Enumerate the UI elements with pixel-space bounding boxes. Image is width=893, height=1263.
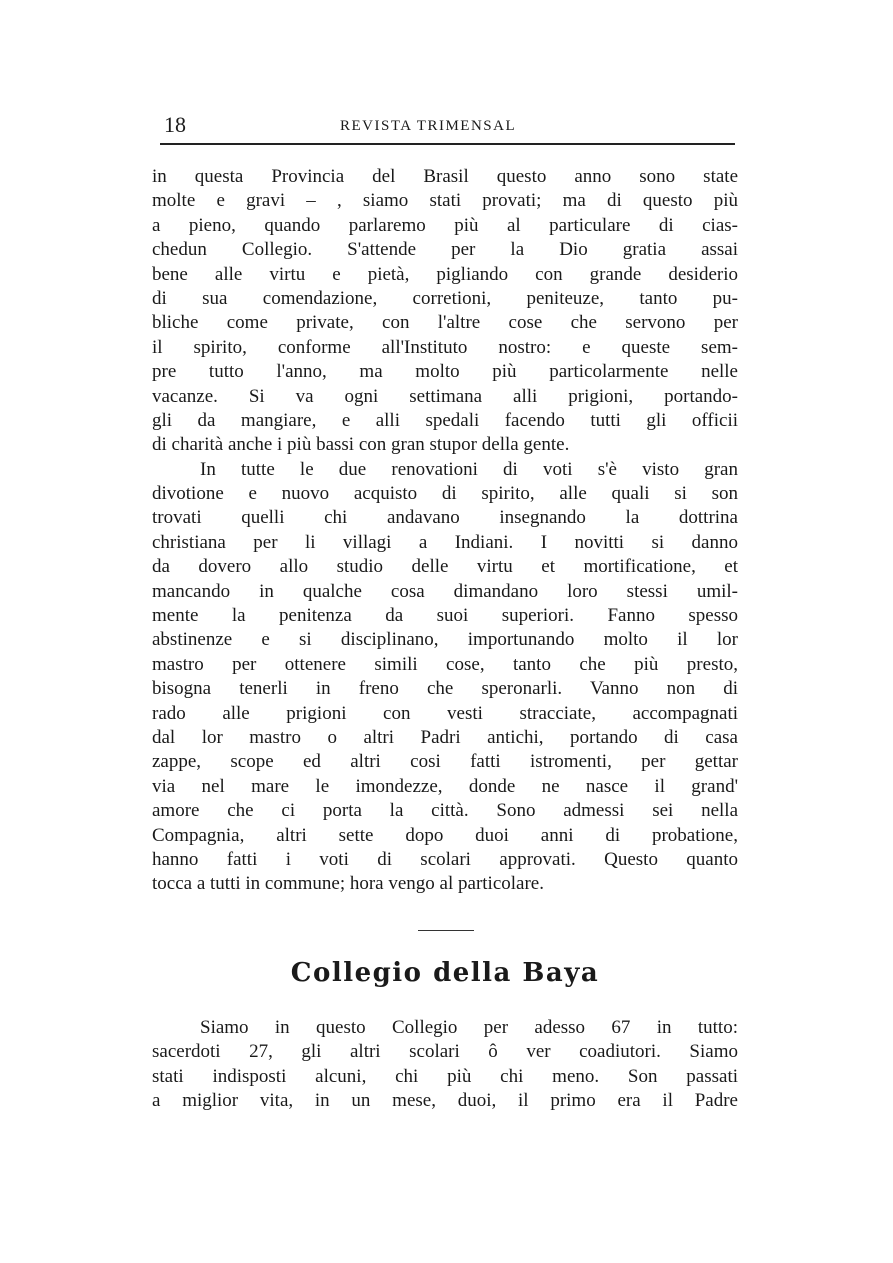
text-line: Siamo in questo Collegio per adesso 67 in tutto:	[200, 1017, 738, 1038]
section-separator	[418, 930, 474, 931]
body-paragraphs	[152, 165, 738, 897]
text-line: pre tutto l'anno, ma molto più particolarmente nelle	[152, 361, 738, 383]
text-line: rado alle prigioni con vesti stracciate, accompagnati	[152, 702, 738, 724]
text-line: abstinenze e si disciplinano, importunando molto il lor	[152, 629, 738, 651]
text-line: bisogna tenerli in freno che speronarli. Vanno non di	[152, 678, 738, 700]
page-number: 18	[164, 112, 186, 137]
text-line: a miglior vita, in un mese, duoi, il primo era il Padre	[152, 1090, 738, 1112]
text-line: mancando in qualche cosa dimandano loro stessi umil-	[152, 580, 738, 602]
text-line: mastro per ottenere simili cose, tanto che più presto,	[152, 653, 738, 675]
text-line: zappe, scope ed altri cosi fatti istromenti, per gettar	[152, 751, 738, 773]
text-line: da dovero allo studio delle virtu et mortificatione, et	[152, 556, 738, 578]
text-line: chedun Collegio. S'attende per la Dio gratia assai	[152, 239, 738, 261]
text-line: bene alle virtu e pietà, pigliando con grande desiderio	[152, 263, 738, 285]
text-line: hanno fatti i voti di scolari approvati. Questo quanto	[152, 848, 738, 870]
text-line: a pieno, quando parlaremo più al particulare di cias-	[152, 214, 738, 236]
text-line: divotione e nuovo acquisto di spirito, alle quali si son	[152, 483, 738, 505]
section-heading: Collegio della Baya	[290, 958, 600, 988]
text-line: Compagnia, altri sette dopo duoi anni di probatione,	[152, 824, 738, 846]
text-line: via nel mare le imondezze, donde ne nasce il grand'	[152, 775, 738, 797]
text-line: tocca a tutti in commune; hora vengo al particolare.	[152, 873, 544, 895]
text-line: In tutte le due renovationi di voti s'è visto gran	[200, 458, 738, 480]
text-line: gli da mangiare, e alli spedali facendo tutti gli officii	[152, 409, 738, 431]
text-line: amore che ci porta la città. Sono admessi sei nella	[152, 800, 738, 822]
text-line: vacanze. Si va ogni settimana alli prigioni, portando-	[152, 385, 738, 407]
text-line: stati indisposti alcuni, chi più chi meno. Son passati	[152, 1065, 738, 1087]
text-line: mente la penitenza da suoi superiori. Fanno spesso	[152, 605, 738, 627]
text-line: in questa Provincia del Brasil questo anno sono state	[152, 166, 738, 187]
text-line: sacerdoti 27, gli altri scolari ô ver coadiutori. Siamo	[152, 1041, 738, 1063]
header-rule	[160, 143, 735, 145]
text-line: trovati quelli chi andavano insegnando la dottrina	[152, 507, 738, 529]
text-line: di charità anche i più bassi con gran stupor della gente.	[152, 434, 570, 456]
text-line: bliche come private, con l'altre cose che servono per	[152, 312, 738, 334]
text-line: dal lor mastro o altri Padri antichi, portando di casa	[152, 726, 738, 748]
text-line: il spirito, conforme all'Instituto nostro: e queste sem-	[152, 336, 738, 358]
text-line: christiana per li villagi a Indiani. I novitti si danno	[152, 531, 738, 553]
running-title: REVISTA TRIMENSAL	[340, 118, 517, 134]
text-line: di sua comendazione, corretioni, peniteuze, tanto pu-	[152, 287, 738, 309]
text-line: molte e gravi – , siamo stati provati; ma di questo più	[152, 190, 738, 212]
page-header	[160, 112, 740, 142]
section-paragraph	[152, 1016, 738, 1114]
